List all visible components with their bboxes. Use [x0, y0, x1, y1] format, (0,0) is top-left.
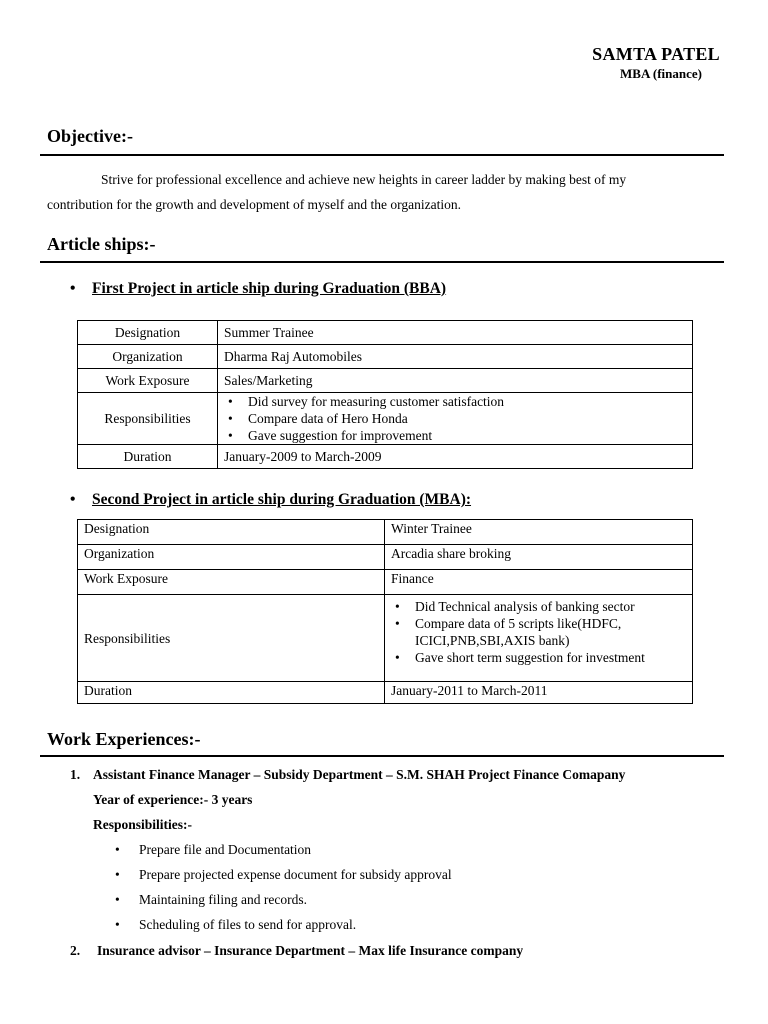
list-item: • Did Technical analysis of banking sector — [391, 598, 686, 615]
table-cell-label: Work Exposure — [78, 369, 218, 393]
table-cell-label: Designation — [78, 321, 218, 345]
project2-title — [70, 491, 471, 509]
table-row — [78, 345, 693, 369]
project2-table — [77, 519, 693, 704]
list-item: • Gave suggestion for improvement — [224, 427, 686, 444]
table-cell-value: Winter Trainee — [385, 520, 693, 545]
table-row — [78, 369, 693, 393]
candidate-name: SAMTA PATEL — [592, 44, 720, 64]
table-cell-label: Designation — [78, 520, 385, 545]
table-row — [78, 520, 693, 545]
table-cell-label: Work Exposure — [78, 570, 385, 595]
project2-title-text: Second Project in article ship during Graduation (MBA): — [92, 491, 472, 508]
table-cell-value: Finance — [385, 570, 693, 595]
objective-line-1: Strive for professional excellence and achieve new heights in career ladder by making best of my — [101, 172, 627, 187]
list-item: • Prepare projected expense document for subsidy approval — [115, 867, 452, 882]
project1-table — [77, 320, 693, 469]
bullet-icon: • — [70, 280, 76, 297]
table-cell-value — [218, 393, 693, 445]
articleships-heading: Article ships:- — [47, 234, 156, 254]
list-item: • Gave short term suggestion for investment — [391, 649, 686, 666]
table-cell-label: Responsibilities — [78, 595, 385, 682]
bullet-icon: • — [115, 867, 120, 882]
table-cell-label: Organization — [78, 545, 385, 570]
table-row — [78, 595, 693, 682]
job1-number: 1. — [70, 767, 81, 782]
list-item: • Compare data of 5 scripts like(HDFC, ICICI,PNB,SBI,AXIS bank) — [391, 615, 686, 649]
job1-years: Year of experience:- 3 years — [93, 792, 253, 807]
table-row — [78, 321, 693, 345]
table-cell-label: Duration — [78, 682, 385, 704]
objective-rule — [40, 154, 724, 156]
list-item: • Compare data of Hero Honda — [224, 410, 686, 427]
table-cell-label: Duration — [78, 445, 218, 469]
list-item: • Prepare file and Documentation — [115, 842, 312, 857]
objective-heading: Objective:- — [47, 126, 133, 146]
table-cell-value: January-2011 to March-2011 — [385, 682, 693, 704]
responsibilities-list — [391, 598, 686, 666]
table-cell-value: January-2009 to March-2009 — [218, 445, 693, 469]
table-cell-value: Sales/Marketing — [218, 369, 693, 393]
responsibilities-list — [224, 393, 686, 444]
table-cell-value: Dharma Raj Automobiles — [218, 345, 693, 369]
bullet-icon: • — [115, 917, 120, 932]
table-cell-label: Organization — [78, 345, 218, 369]
work-rule — [40, 755, 724, 757]
project1-title — [70, 280, 446, 298]
candidate-degree: MBA (finance) — [620, 66, 702, 81]
job2-number: 2. — [70, 943, 81, 958]
bullet-icon: • — [115, 892, 120, 907]
table-cell-value — [385, 595, 693, 682]
table-row — [78, 393, 693, 445]
articleships-rule — [40, 261, 724, 263]
table-cell-value: Summer Trainee — [218, 321, 693, 345]
table-cell-label: Responsibilities — [78, 393, 218, 445]
project1-title-text: First Project in article ship during Graduation (BBA) — [92, 280, 447, 297]
job1-title: Assistant Finance Manager – Subsidy Department – S.M. SHAH Project Finance Comapany — [93, 767, 626, 782]
bullet-icon: • — [115, 842, 120, 857]
list-item: • Scheduling of files to send for approval. — [115, 917, 357, 932]
work-heading: Work Experiences:- — [47, 729, 201, 749]
table-row — [78, 545, 693, 570]
table-row — [78, 570, 693, 595]
list-item: • Maintaining filing and records. — [115, 892, 307, 907]
table-cell-value: Arcadia share broking — [385, 545, 693, 570]
list-item: • Did survey for measuring customer satisfaction — [224, 393, 686, 410]
table-row — [78, 682, 693, 704]
job2-title: Insurance advisor – Insurance Department – Max life Insurance company — [97, 943, 524, 958]
objective-line-2: contribution for the growth and development of myself and the organization. — [47, 197, 462, 212]
job1-resp-title: Responsibilities:- — [93, 817, 193, 832]
bullet-icon: • — [70, 491, 76, 508]
table-row — [78, 445, 693, 469]
